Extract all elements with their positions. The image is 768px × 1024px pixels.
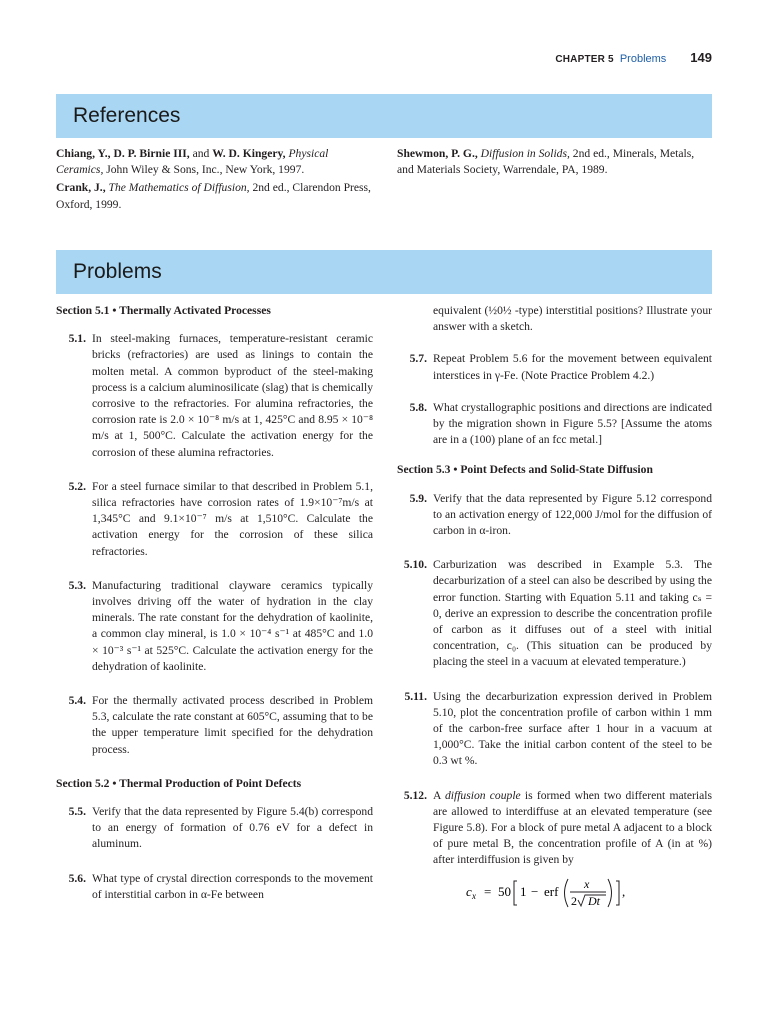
- reference-publisher: John Wiley & Sons, Inc., New York, 1997.: [103, 163, 305, 177]
- eq-trailing-comma: ,: [621, 883, 625, 899]
- reference-and: and: [189, 147, 213, 160]
- problem-text: What crystallographic positions and directions are indicated by the migration shown in Figure 5.5? [Assume the atoms are in a (100) plane of an fcc metal.]: [433, 400, 712, 447]
- problem-number: 5.7.: [409, 352, 427, 366]
- problem-5-1: [56, 331, 373, 461]
- section-label: Problems: [619, 53, 667, 65]
- references-heading: References: [56, 94, 712, 138]
- problem-5-10: [397, 557, 712, 670]
- problem-lead: A: [433, 788, 445, 802]
- chapter-label: CHAPTER 5: [555, 54, 614, 65]
- problem-number: 5.5.: [68, 805, 86, 819]
- eq-one: 1: [519, 883, 526, 899]
- problem-number: 5.10.: [403, 558, 427, 572]
- term-diffusion-couple: diffusion couple: [444, 788, 521, 802]
- problem-text: Using the decarburization expression derived in Problem 5.10, plot the concentration profile of carbon within 1 mm of the carbon-free surface after 1 hour in a vacuum at 1,000°C. Take the initial carbon content of the steel to be 0.3 wt %.: [433, 689, 712, 768]
- reference-authors: Chiang, Y., D. P. Birnie III,: [56, 147, 190, 160]
- reference-title: Diffusion in Solids,: [477, 147, 570, 160]
- eq-erf: erf: [543, 883, 558, 899]
- problem-5-11: [397, 689, 712, 770]
- reference-item: [397, 146, 712, 178]
- eq-numerator: x: [583, 876, 589, 891]
- problem-5-6-continued: equivalent (½0½ -type) interstitial positions? Illustrate your answer with a sketch.: [433, 304, 712, 334]
- reference-authors: Shewmon, P. G.,: [397, 147, 478, 160]
- reference-authors: Crank, J.,: [56, 181, 106, 195]
- reference-item: [56, 146, 373, 178]
- problem-text: [433, 788, 712, 869]
- reference-title: The Mathematics of Diffusion,: [105, 181, 250, 195]
- eq-denom-two: 2: [570, 893, 577, 908]
- problem-text: Carburization was described in Example 5.3. The decarburization of a steel can also be described by using the error function. Starting with Equation 5.11 and taking cₛ = 0, derive an expression to describe the concentration profile of carbon as it diffuses out of a steel with initial concentration, c₀. (This situation can be produced by placing the steel in a vacuum at elevated temperature.): [433, 558, 712, 669]
- eq-equals: =: [483, 883, 491, 899]
- reference-title: Physical Ceramics,: [56, 147, 329, 177]
- equation-svg: [460, 875, 650, 911]
- problem-text: For the thermally activated process described in Problem 5.3, calculate the rate constant at 605°C, assuming that to be the upper temperature limit specified for the dehydration process.: [92, 694, 373, 756]
- problem-5-7: [397, 351, 712, 383]
- problem-text: In steel-making furnaces, temperature-resistant ceramic bricks (refractories) are used as linings to contain the molten metal. A common byproduct of the steel-making process is a calcium aluminosilicate (slag) that is chemically corrosive to the refractories. For alumina refractories, the corrosion rate is 2.0 × 10⁻⁸ m/s at 1, 425°C and 8.95 × 10⁻⁸ m/s at 1, 500°C. Calculate the activation energy for the corrosion of these alumina refractories.: [92, 332, 373, 459]
- problem-number: 5.9.: [409, 491, 427, 505]
- problem-5-12: [397, 788, 712, 869]
- eq-lhs-sub: x: [471, 890, 476, 901]
- problem-number: 5.3.: [68, 578, 86, 592]
- eq-right-bracket: [616, 881, 619, 905]
- problem-5-5: [56, 804, 373, 853]
- problem-text: For a steel furnace similar to that described in Problem 5.1, silica refractories have corrosion rates of 1.9×10⁻⁷m/s at 1,345°C and 9.1×10⁻⁷ m/s at 1,510°C. Calculate the activation energy for the corrosion of these silica refractories.: [92, 479, 373, 558]
- problem-number: 5.6.: [68, 871, 86, 885]
- section-heading: Section 5.2 • Thermal Production of Point Defects: [56, 776, 302, 790]
- problem-5-2: [56, 479, 373, 560]
- problem-number: 5.11.: [404, 689, 427, 703]
- section-heading: Section 5.3 • Point Defects and Solid-State Diffusion: [397, 463, 653, 477]
- problems-heading: Problems: [56, 250, 712, 294]
- problem-5-4: [56, 693, 373, 758]
- eq-denom-rad: Dt: [587, 893, 600, 908]
- problem-text: Verify that the data represented by Figure 5.12 correspond to an activation energy of 122,000 J/mol for the diffusion of carbon in α-iron.: [433, 491, 712, 538]
- problem-5-9: [397, 491, 712, 540]
- problems-left-column: [56, 303, 373, 903]
- references-left-column: [56, 146, 373, 215]
- problem-text: What type of crystal direction corresponds to the movement of interstitial carbon in α-Fe between: [92, 871, 373, 901]
- equation-concentration-profile: [397, 875, 712, 915]
- problem-5-6: [56, 871, 373, 903]
- references-right-column: [397, 146, 712, 180]
- reference-publisher: 2nd ed., Clarendon Press, Oxford, 1999.: [56, 181, 371, 211]
- problem-number: 5.12.: [403, 788, 427, 802]
- problems-right-column: [397, 303, 712, 915]
- problem-5-3: [56, 578, 373, 675]
- problem-text: Verify that the data represented by Figure 5.4(b) correspond to an energy of formation of 0.76 eV for a defect in aluminum.: [92, 805, 373, 851]
- problem-number: 5.1.: [68, 332, 86, 346]
- eq-coef: 50: [497, 883, 511, 899]
- problem-number: 5.2.: [68, 479, 86, 493]
- reference-authors: W. D. Kingery,: [212, 147, 286, 160]
- eq-right-paren: [608, 879, 612, 907]
- eq-minus: −: [530, 883, 538, 899]
- reference-item: [56, 180, 373, 212]
- problem-text: Repeat Problem 5.6 for the movement between equivalent interstices in γ-Fe. (Note Practice Problem 4.2.): [433, 352, 712, 382]
- problem-5-8: [397, 400, 712, 449]
- page-number: 149: [690, 50, 712, 65]
- eq-left-bracket: [514, 881, 517, 905]
- section-heading: Section 5.1 • Thermally Activated Processes: [56, 304, 271, 317]
- running-head: [0, 50, 712, 65]
- problem-text-rest: is formed when two different materials are allowed to interdiffuse at an elevated temperature (see Figure 5.8). For a block of pure metal A adjacent to a block of pure metal B, the concentration profile of A (in at %) after interdiffusion is given by: [433, 788, 712, 867]
- eq-lhs: c: [465, 883, 472, 899]
- problem-number: 5.4.: [68, 694, 86, 708]
- problem-number: 5.8.: [409, 400, 427, 414]
- problem-text: Manufacturing traditional clayware ceramics typically involves driving off the water of hydration in the clay minerals. The rate constant for the dehydration of kaolinite, a common clay mineral, is 1.0 × 10⁻⁴ s⁻¹ at 485°C and 1.0 × 10⁻³ s⁻¹ at 525°C. Calculate the activation energy for the dehydration of kaolinite.: [92, 578, 373, 673]
- reference-publisher: 2nd ed., Minerals, Metals, and Materials Society, Warrendale, PA, 1989.: [397, 147, 695, 177]
- eq-left-paren: [564, 879, 568, 907]
